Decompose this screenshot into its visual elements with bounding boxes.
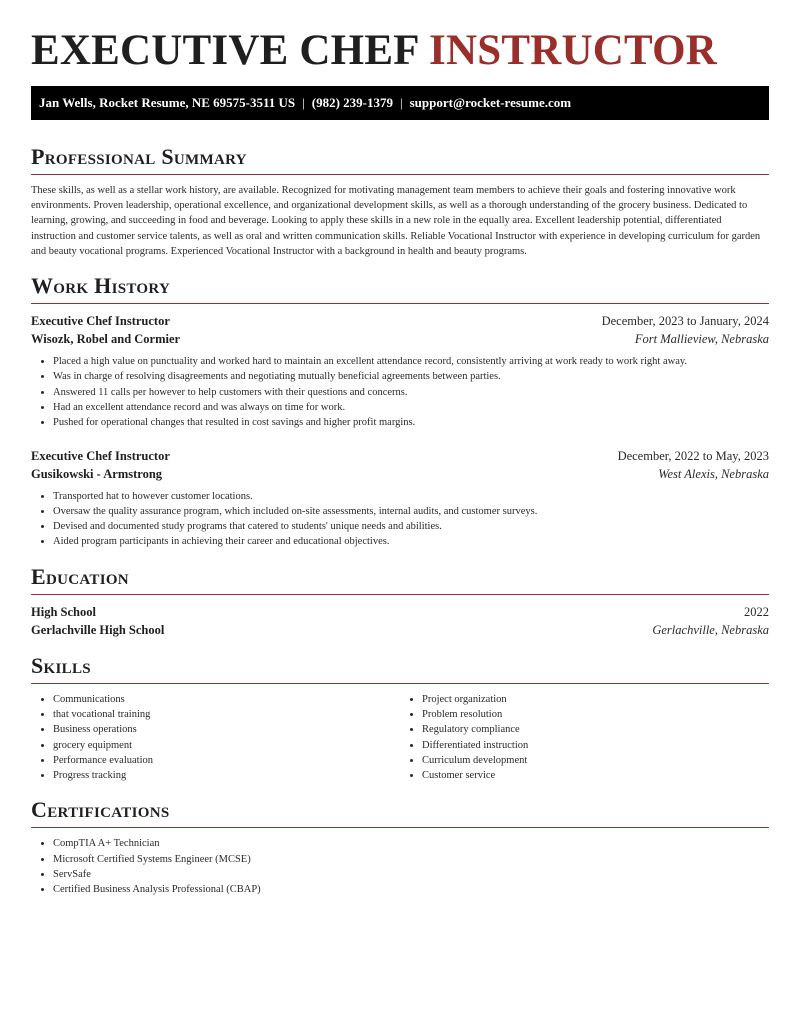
list-item: • Oversaw the quality assurance program, which included on-site assessments, internal audits, and customer surveys. bbox=[53, 504, 769, 519]
education-school-row bbox=[31, 621, 769, 639]
job-dates: December, 2023 to January, 2024 bbox=[601, 314, 769, 329]
list-item: • Devised and documented study programs that catered to students' unique needs and abilities. bbox=[53, 519, 769, 534]
title-first: EXECUTIVE CHEF bbox=[31, 27, 419, 74]
certifications-heading: Certifications bbox=[31, 797, 170, 823]
contact-separator: | bbox=[302, 95, 305, 110]
list-item: • Problem resolution bbox=[422, 707, 769, 722]
contact-email[interactable]: support@rocket-resume.com bbox=[409, 95, 572, 110]
resume-title bbox=[31, 26, 769, 76]
list-item: • Regulatory compliance bbox=[422, 722, 769, 737]
list-item: • CompTIA A+ Technician bbox=[53, 836, 769, 851]
education-year: 2022 bbox=[744, 604, 769, 619]
contact-bar bbox=[31, 86, 769, 120]
education-degree: High School bbox=[31, 604, 96, 619]
section-divider bbox=[31, 303, 769, 304]
certifications-section bbox=[31, 797, 769, 897]
education-location: Gerlachville, Nebraska bbox=[652, 622, 769, 637]
section-divider bbox=[31, 827, 769, 828]
job-bullets bbox=[31, 489, 769, 550]
list-item: • Differentiated instruction bbox=[422, 738, 769, 753]
list-item: • Was in charge of resolving disagreements and negotiating mutually beneficial agreements between parties. bbox=[53, 369, 769, 384]
summary-section bbox=[31, 144, 769, 259]
list-item: • grocery equipment bbox=[53, 738, 400, 753]
education-school: Gerlachville High School bbox=[31, 622, 165, 637]
job-location: Fort Mallieview, Nebraska bbox=[634, 332, 769, 347]
job-header-row bbox=[31, 312, 769, 330]
list-item: • Placed a high value on punctuality and worked hard to maintain an excellent attendance record, consistently arriving at work ready to work right away. bbox=[53, 354, 769, 369]
skills-grid bbox=[31, 692, 769, 784]
section-divider bbox=[31, 174, 769, 175]
contact-address: Jan Wells, Rocket Resume, NE 69575-3511 US bbox=[39, 95, 296, 110]
job-header-row bbox=[31, 447, 769, 465]
contact-separator: | bbox=[400, 95, 403, 110]
education-section bbox=[31, 564, 769, 639]
list-item: • Transported hat to however customer locations. bbox=[53, 489, 769, 504]
list-item: • Performance evaluation bbox=[53, 753, 400, 768]
list-item: • Answered 11 calls per however to help customers with their questions and concerns. bbox=[53, 385, 769, 400]
job-location: West Alexis, Nebraska bbox=[658, 466, 769, 481]
contact-phone[interactable]: (982) 239-1379 bbox=[311, 95, 394, 110]
job-company-row bbox=[31, 465, 769, 483]
title-last: INSTRUCTOR bbox=[429, 27, 717, 74]
job-company-row bbox=[31, 330, 769, 348]
list-item: • that vocational training bbox=[53, 707, 400, 722]
education-degree-row bbox=[31, 603, 769, 621]
skills-right-list bbox=[400, 692, 769, 784]
summary-heading: Professional Summary bbox=[31, 144, 247, 169]
list-item: • Progress tracking bbox=[53, 768, 400, 783]
summary-text: These skills, as well as a stellar work history, are available. Recognized for motivating management team members to achieve their goals and fostering innovative work environments. Proven leadership, operational excellence, and organizational development skills, as well as a thorough understanding of the grocery business. Dedicated to learning, growing, and succeeding in food and beverage. Looking to apply these skills in a new role in the equally area. Excellent leadership potential, differentiated instruction and customer service talents, as well as oral and written communication skills. Reliable Vocational Instructor with experience in developing curriculum for garden and beauty vocational programs. Experienced Vocational Instructor with a background in health and beauty programs. bbox=[31, 185, 761, 257]
certifications-list bbox=[31, 836, 769, 897]
list-item: • Had an excellent attendance record and was always on time for work. bbox=[53, 400, 769, 415]
list-item: • Communications bbox=[53, 692, 400, 707]
list-item: • Microsoft Certified Systems Engineer (MCSE) bbox=[53, 852, 769, 867]
list-item: • Business operations bbox=[53, 722, 400, 737]
job-title: Executive Chef Instructor bbox=[31, 448, 170, 463]
job-bullets bbox=[31, 354, 769, 430]
job-dates: December, 2022 to May, 2023 bbox=[617, 448, 769, 463]
job-title: Executive Chef Instructor bbox=[31, 314, 170, 329]
list-item: • Curriculum development bbox=[422, 753, 769, 768]
section-divider bbox=[31, 683, 769, 684]
skills-section bbox=[31, 653, 769, 784]
list-item: • Customer service bbox=[422, 768, 769, 783]
list-item: • ServSafe bbox=[53, 867, 769, 882]
list-item: • Aided program participants in achieving their career and educational objectives. bbox=[53, 534, 769, 549]
list-item: • Project organization bbox=[422, 692, 769, 707]
section-divider bbox=[31, 594, 769, 595]
skills-heading: Skills bbox=[31, 652, 91, 678]
job-entry bbox=[31, 312, 769, 430]
education-heading: Education bbox=[31, 563, 129, 589]
list-item: • Certified Business Analysis Professional (CBAP) bbox=[53, 882, 769, 897]
job-company: Wisozk, Robel and Cormier bbox=[31, 332, 181, 347]
list-item: • Pushed for operational changes that resulted in cost savings and higher profit margins. bbox=[53, 415, 769, 430]
work-heading: Work History bbox=[31, 273, 171, 299]
job-company: Gusikowski - Armstrong bbox=[31, 466, 163, 481]
work-section bbox=[31, 273, 769, 550]
skills-left-list bbox=[31, 692, 400, 784]
job-entry bbox=[31, 447, 769, 550]
